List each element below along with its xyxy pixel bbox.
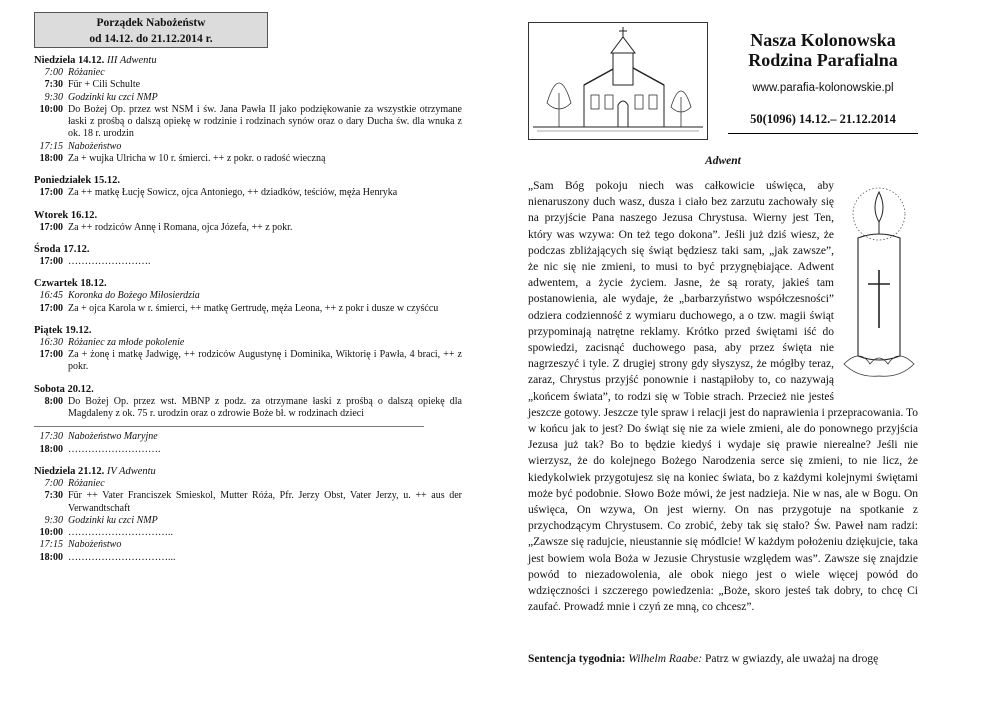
masthead-title-line2: Rodzina Parafialna	[748, 50, 898, 70]
entry-time: 17:00	[39, 187, 63, 199]
day-heading	[34, 324, 462, 337]
schedule-entry	[34, 527, 462, 539]
entry-text: Für ++ Vater Franciszek Smieskol, Mutter Róża, Pfr. Jerzy Obst, Vater Jerzy, u. ++ aus der Verwandtschaft	[68, 490, 462, 514]
schedule-day	[34, 243, 462, 268]
entry-time: 16:30	[39, 336, 63, 348]
day-heading	[34, 174, 462, 187]
schedule-header-box	[34, 12, 268, 48]
entry-time: 17:15	[39, 539, 63, 551]
schedule-dates: od 14.12. do 21.12.2014 r.	[89, 33, 213, 45]
entry-text: Do Bożej Op. przez wst NSM i św. Jana Pawła II jako podziękowanie za wszystkie otrzymane łaski z prośbą o dalszą opiekę w rodzinie i rodzinach synów oraz o dary Ducha św. dla wnuka z ok. 18 r. urodzin	[68, 103, 462, 140]
day-heading	[34, 209, 462, 222]
article	[528, 178, 918, 615]
day-heading	[34, 465, 462, 478]
entry-time: 10:00	[39, 103, 63, 115]
day-name: Czwartek 18.12.	[34, 278, 107, 290]
schedule-divider	[34, 426, 424, 427]
schedule-day	[34, 54, 462, 165]
entry-time: 17:00	[39, 221, 63, 233]
sentence-of-week	[528, 651, 948, 667]
masthead-url[interactable]: www.parafia-kolonowskie.pl	[752, 82, 894, 94]
schedule-day	[34, 324, 462, 374]
schedule-title: Porządek Nabożeństw	[96, 17, 206, 29]
schedule-entry	[34, 539, 462, 551]
sentence-author: Wilhelm Raabe:	[628, 653, 703, 665]
day-heading	[34, 54, 462, 67]
entry-time: 18:00	[39, 551, 63, 563]
entry-text: …………………….	[68, 255, 151, 267]
entry-time: 16:45	[39, 290, 63, 302]
entry-text: Nabożeństwo	[68, 539, 122, 551]
day-name: Wtorek 16.12.	[34, 209, 98, 221]
day-name: Niedziela 21.12.	[34, 465, 105, 477]
schedule-entry	[34, 290, 462, 302]
schedule-entry	[34, 431, 462, 443]
schedule-entry	[34, 104, 462, 141]
entry-time: 17:00	[39, 302, 63, 314]
schedule-day	[34, 465, 462, 564]
day-heading	[34, 277, 462, 290]
masthead-divider	[728, 133, 918, 134]
schedule-entry	[34, 337, 462, 349]
schedule-entry	[34, 67, 462, 79]
entry-text: Różaniec za młode pokolenie	[68, 336, 185, 348]
entry-time: 8:00	[44, 395, 63, 407]
sentence-text: Patrz w gwiazdy, ale uważaj na drogę	[704, 653, 879, 665]
schedule-entry	[34, 141, 462, 153]
entry-time: 7:30	[44, 79, 63, 91]
day-name: Poniedziałek 15.12.	[34, 175, 121, 187]
candle-drawing-icon	[840, 178, 918, 390]
entry-text: Za + wujka Ulricha w 10 r. śmierci. ++ z pokr. o radość wieczną	[68, 153, 326, 165]
day-name: Środa 17.12.	[34, 243, 90, 255]
schedule-entry	[34, 92, 462, 104]
day-subtitle: III Adwentu	[106, 55, 157, 66]
schedule-entry	[34, 187, 462, 199]
schedule-entry	[34, 490, 462, 515]
masthead-issue: 50(1096) 14.12.– 21.12.2014	[750, 112, 896, 126]
entry-text: …………………………..	[68, 527, 173, 539]
day-name: Sobota 20.12.	[34, 383, 94, 395]
entry-time: 17:15	[39, 140, 63, 152]
day-name: Piątek 19.12.	[34, 324, 92, 336]
schedule-day	[34, 277, 462, 315]
entry-time: 9:30	[44, 514, 63, 526]
day-heading	[34, 383, 462, 396]
entry-time: 17:00	[39, 255, 63, 267]
entry-text: Różaniec	[68, 477, 105, 489]
entry-text: Koronka do Bożego Miłosierdzia	[68, 290, 200, 302]
entry-text: Godzinki ku czci NMP	[68, 514, 158, 526]
article-title: Adwent	[705, 155, 741, 167]
entry-time: 9:30	[44, 91, 63, 103]
entry-text: Für + Cili Schulte	[68, 79, 141, 91]
masthead	[728, 30, 918, 134]
entry-text: Za + ojca Karola w r. śmierci, ++ matkę Gertrudę, męża Leona, ++ z pokr i dusze w czyśćcu	[68, 302, 439, 314]
entry-text: Nabożeństwo Maryjne	[68, 431, 158, 443]
schedule-entry	[34, 515, 462, 527]
day-subtitle: IV Adwentu	[106, 465, 156, 477]
entry-time: 17:30	[39, 431, 63, 443]
schedule-entry	[34, 349, 462, 374]
day-name: Niedziela 14.12.	[34, 55, 105, 66]
church-drawing-icon	[528, 22, 708, 140]
entry-time: 7:30	[44, 490, 63, 502]
entry-text: Do Bożej Op. przez wst. MBNP z podz. za otrzymane łaski z prośbą o dalszą opiekę dla Magdaleny z ok. 75 r. urodzin oraz o zdrowie Boże bł. w rodzinach dzieci	[68, 395, 462, 420]
entry-text: Za ++ matkę Łucję Sowicz, ojca Antoniego, ++ dziadków, teściów, męża Henryka	[68, 187, 398, 199]
schedule-day	[34, 209, 462, 234]
entry-text: Za ++ rodziców Annę i Romana, ojca Józefa, ++ z pokr.	[68, 221, 293, 233]
schedule-day	[34, 383, 462, 456]
entry-text: …………………………...	[68, 551, 176, 563]
entry-text: ……………………….	[68, 443, 161, 455]
schedule-day	[34, 174, 462, 199]
schedule-entry	[34, 256, 462, 268]
schedule-entry	[34, 552, 462, 564]
schedule-column	[34, 12, 462, 564]
entry-text: Różaniec	[68, 67, 105, 78]
entry-text: Nabożeństwo	[68, 140, 122, 152]
schedule-entry	[34, 222, 462, 234]
sentence-label: Sentencja tygodnia:	[528, 653, 626, 665]
entry-text: Godzinki ku czci NMP	[68, 91, 158, 103]
entry-time: 10:00	[39, 527, 63, 539]
entry-time: 17:00	[39, 349, 63, 361]
masthead-title-line1: Nasza Kolonowska	[750, 30, 896, 50]
day-heading	[34, 243, 462, 256]
schedule-entry	[34, 444, 462, 456]
article-body: „Sam Bóg pokoju niech was całkowicie uświęca, aby nienaruszony duch wasz, dusza i ciało bez zarzutu zachowały się na przyjście Pana naszego Jezusa Chrystusa. Wierny jest Ten, który was wzywa: On też tego dokona”. Jeśli już dziś wiesz, że podczas zbliżających się świąt będziesz taki sam, „jak zawsze”, że nic się nie zmieni, to musi to być przygnębiające. Adwent adwentem, a życie życiem. Jasne, że są roraty, jakieś tam postanowienia, ale wydaje, że „barbarzyństwo współczesności” odziera codzienność z wymiaru duchowego, a o tzw. magii świąt przypominają natrętne reklamy. Krótko przed świętami iść do spowiedzi, zacisnąć duchowego pasa, aby przez święta nie nagrzeszyć i tyle. Z drugiej strony gdy słyszysz, że mógłby teraz, zaraz, Chrystus przyjść ponownie i nastąpiłoby to, co nazywają „końcem świata”, to rodzi się w Tobie strach. Przecież nie jesteś jeszcze gotowy. Jeszcze tyle spraw i relacji jest do naprawienia i przepracowania. To w końcu jak to jest? Do świąt się nie za wiele zmieni, ale do ponownego przyjścia Jezusa już tak? Bo to będzie kiedyś i wydaje się prawie nierealne? Jeśli nie wierzysz, że do kolejnego Bożego Narodzenia serce się zmieni, to nie licz, że kiedykolwiek przygotujesz się na koniec świata, bo z każdymi kolejnymi świętami może być podobnie. Słowo Boże mówi, że jest nadzieja. Nie w nas, ale w Bogu. On uświęca, On wzywa, On jest wierny. On nas przygotuje na spotkanie z przychodzącym Chrystusem. Co zrobić, żeby tak się stało? Św. Paweł nam radzi: „Zawsze się radujcie, nieustannie się módlcie! W każdym położeniu dziękujcie, taka jest bowiem wola Boża w Jezusie Chrystusie względem was”. Zawsze się znajdzie powód to niezadowolenia, ale obok niego jest o wiele więcej powód do wdzięczności i szczerego powiedzenia: „Boże, skoro jesteś tak dobry, to chcę Ci zaufać. Prowadź mnie i czyń ze mną, co chcesz”.	[528, 180, 918, 614]
schedule-entry	[34, 396, 462, 421]
schedule-entry	[34, 478, 462, 490]
entry-time: 18:00	[39, 443, 63, 455]
entry-time: 18:00	[39, 153, 63, 165]
schedule-days	[34, 54, 462, 564]
entry-time: 7:00	[44, 67, 63, 78]
schedule-entry	[34, 79, 462, 91]
entry-time: 7:00	[44, 477, 63, 489]
schedule-entry	[34, 153, 462, 165]
schedule-entry	[34, 303, 462, 315]
entry-text: Za + żonę i matkę Jadwigę, ++ rodziców Augustynę i Dominika, Wiktorię i Pawła, 4 braci, ++ z pokr.	[68, 349, 462, 373]
